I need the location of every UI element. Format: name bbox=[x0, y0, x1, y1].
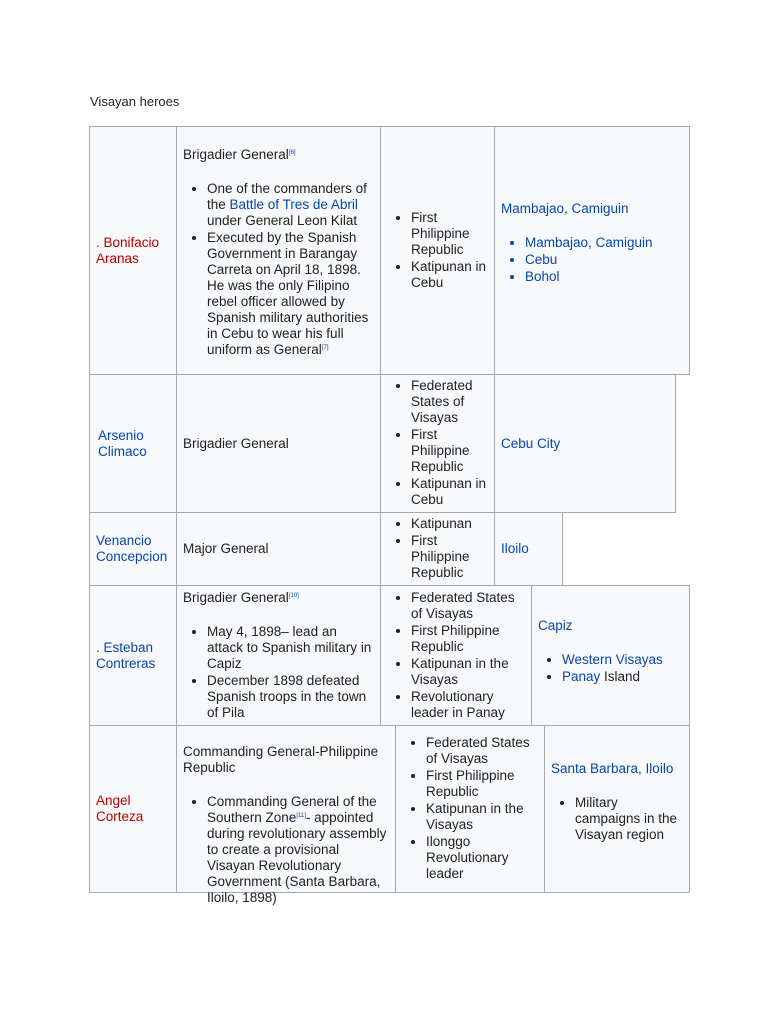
place-cell bbox=[494, 512, 563, 586]
affiliation-list bbox=[387, 210, 488, 292]
affiliation-list bbox=[387, 590, 525, 722]
document-title: Visayan heroes bbox=[90, 94, 180, 109]
hero-name-cell bbox=[89, 725, 177, 893]
list-item bbox=[562, 652, 683, 668]
notes-list bbox=[183, 794, 389, 906]
place-link[interactable]: Capiz bbox=[538, 617, 573, 633]
list-item: • Revolutionary leader in Panay bbox=[411, 689, 525, 721]
list-item: • Ilonggo Revolutionary leader bbox=[426, 834, 538, 882]
place-cell bbox=[494, 374, 676, 513]
list-item: • December 1898 defeated Spanish troops in the town of Pila bbox=[207, 673, 374, 721]
hero-name-link[interactable]: Arsenio Climaco bbox=[98, 427, 147, 459]
battle-link[interactable]: Battle of Tres de Abril bbox=[229, 197, 358, 212]
list-item: • Executed by the Spanish Government in Barangay Carreta on April 18, 1898. He was the only Filipino rebel officer allowed by Spanish military authorities in Cebu to wear his full uniform as General[7] bbox=[207, 230, 374, 358]
list-item: • Katipunan in Cebu bbox=[411, 259, 488, 291]
region-link[interactable]: Western Visayas bbox=[562, 651, 663, 667]
rank-text: Major General bbox=[183, 541, 269, 556]
island-link[interactable]: Panay bbox=[562, 668, 601, 684]
list-item: • Katipunan in Cebu bbox=[411, 476, 488, 508]
list-item: • One of the commanders of the Battle of Tres de Abril under General Leon Kilat bbox=[207, 181, 374, 229]
place-list bbox=[501, 235, 683, 286]
hero-name-link[interactable]: Venancio Concepcion bbox=[96, 533, 168, 564]
list-item: • Panay Island bbox=[562, 669, 683, 685]
rank-cell bbox=[176, 725, 396, 905]
list-item: • Federated States of Visayas bbox=[411, 590, 525, 622]
list-item: • First Philippine Republic bbox=[426, 768, 538, 800]
citation-link[interactable]: [7] bbox=[321, 345, 329, 351]
notes-list bbox=[183, 181, 374, 358]
place-link[interactable]: Iloilo bbox=[501, 541, 529, 556]
rank-cell bbox=[176, 126, 381, 375]
affiliation-list bbox=[387, 516, 488, 582]
affiliation-list bbox=[387, 378, 488, 509]
affiliation-cell bbox=[380, 585, 532, 726]
rank-cell bbox=[176, 585, 381, 726]
list-item: • May 4, 1898– lead an attack to Spanish military in Capiz bbox=[207, 624, 374, 672]
place-link[interactable]: Cebu City bbox=[501, 435, 561, 451]
affiliation-list bbox=[402, 735, 538, 883]
hero-name-cell bbox=[89, 126, 177, 375]
place-list bbox=[551, 795, 683, 844]
hero-name-link[interactable]: Angel Corteza bbox=[96, 793, 144, 824]
hero-name-link[interactable]: . Esteban Contreras bbox=[96, 639, 156, 671]
place-link[interactable]: Santa Barbara, Iloilo bbox=[551, 760, 674, 776]
affiliation-cell bbox=[395, 725, 545, 893]
citation-link[interactable]: [10] bbox=[288, 592, 299, 599]
hero-name-cell bbox=[89, 512, 177, 586]
place-cell bbox=[531, 585, 690, 726]
rank-cell bbox=[176, 512, 381, 586]
affiliation-cell bbox=[380, 374, 495, 513]
list-item: • First Philippine Republic bbox=[411, 427, 488, 475]
list-item: • Federated States of Visayas bbox=[411, 378, 488, 426]
rank-text: Brigadier General[6] bbox=[183, 147, 296, 162]
hero-name-cell bbox=[89, 585, 177, 726]
list-item: • Federated States of Visayas bbox=[426, 735, 538, 767]
list-item: • First Philippine Republic bbox=[411, 623, 525, 655]
rank-text: Commanding General-Philippine Republic bbox=[183, 744, 379, 775]
list-item[interactable]: • Mambajao, Camiguin bbox=[525, 235, 683, 251]
citation-link[interactable]: [11] bbox=[296, 813, 306, 819]
list-item: • Katipunan in the Visayas bbox=[426, 801, 538, 833]
list-item[interactable]: • Cebu bbox=[525, 252, 683, 268]
list-item: • First Philippine Republic bbox=[411, 210, 488, 258]
list-item: • Katipunan in the Visayas bbox=[411, 656, 525, 688]
affiliation-cell bbox=[380, 126, 495, 375]
place-link[interactable]: Mambajao, Camiguin bbox=[501, 201, 629, 216]
hero-name-link[interactable]: . Bonifacio Aranas bbox=[96, 234, 160, 266]
place-cell bbox=[544, 725, 690, 893]
citation-link[interactable]: [6] bbox=[288, 150, 296, 156]
affiliation-cell bbox=[380, 512, 495, 586]
hero-name-cell bbox=[89, 374, 177, 513]
list-item: • Military campaigns in the Visayan region bbox=[575, 795, 683, 843]
rank-cell bbox=[176, 374, 381, 513]
place-list bbox=[538, 652, 683, 686]
notes-list bbox=[183, 624, 374, 722]
rank-text: Brigadier General[10] bbox=[183, 589, 299, 605]
list-item[interactable]: • Bohol bbox=[525, 269, 683, 285]
list-item: • Katipunan bbox=[411, 516, 488, 532]
place-cell bbox=[494, 126, 690, 375]
list-item: • Commanding General of the Southern Zone[11]- appointed during revolutionary assembly to create a provisional Visayan Revolutionary Government (Santa Barbara, Iloilo, 1898) bbox=[207, 794, 389, 906]
list-item: • First Philippine Republic bbox=[411, 533, 488, 581]
rank-text: Brigadier General bbox=[183, 435, 289, 451]
